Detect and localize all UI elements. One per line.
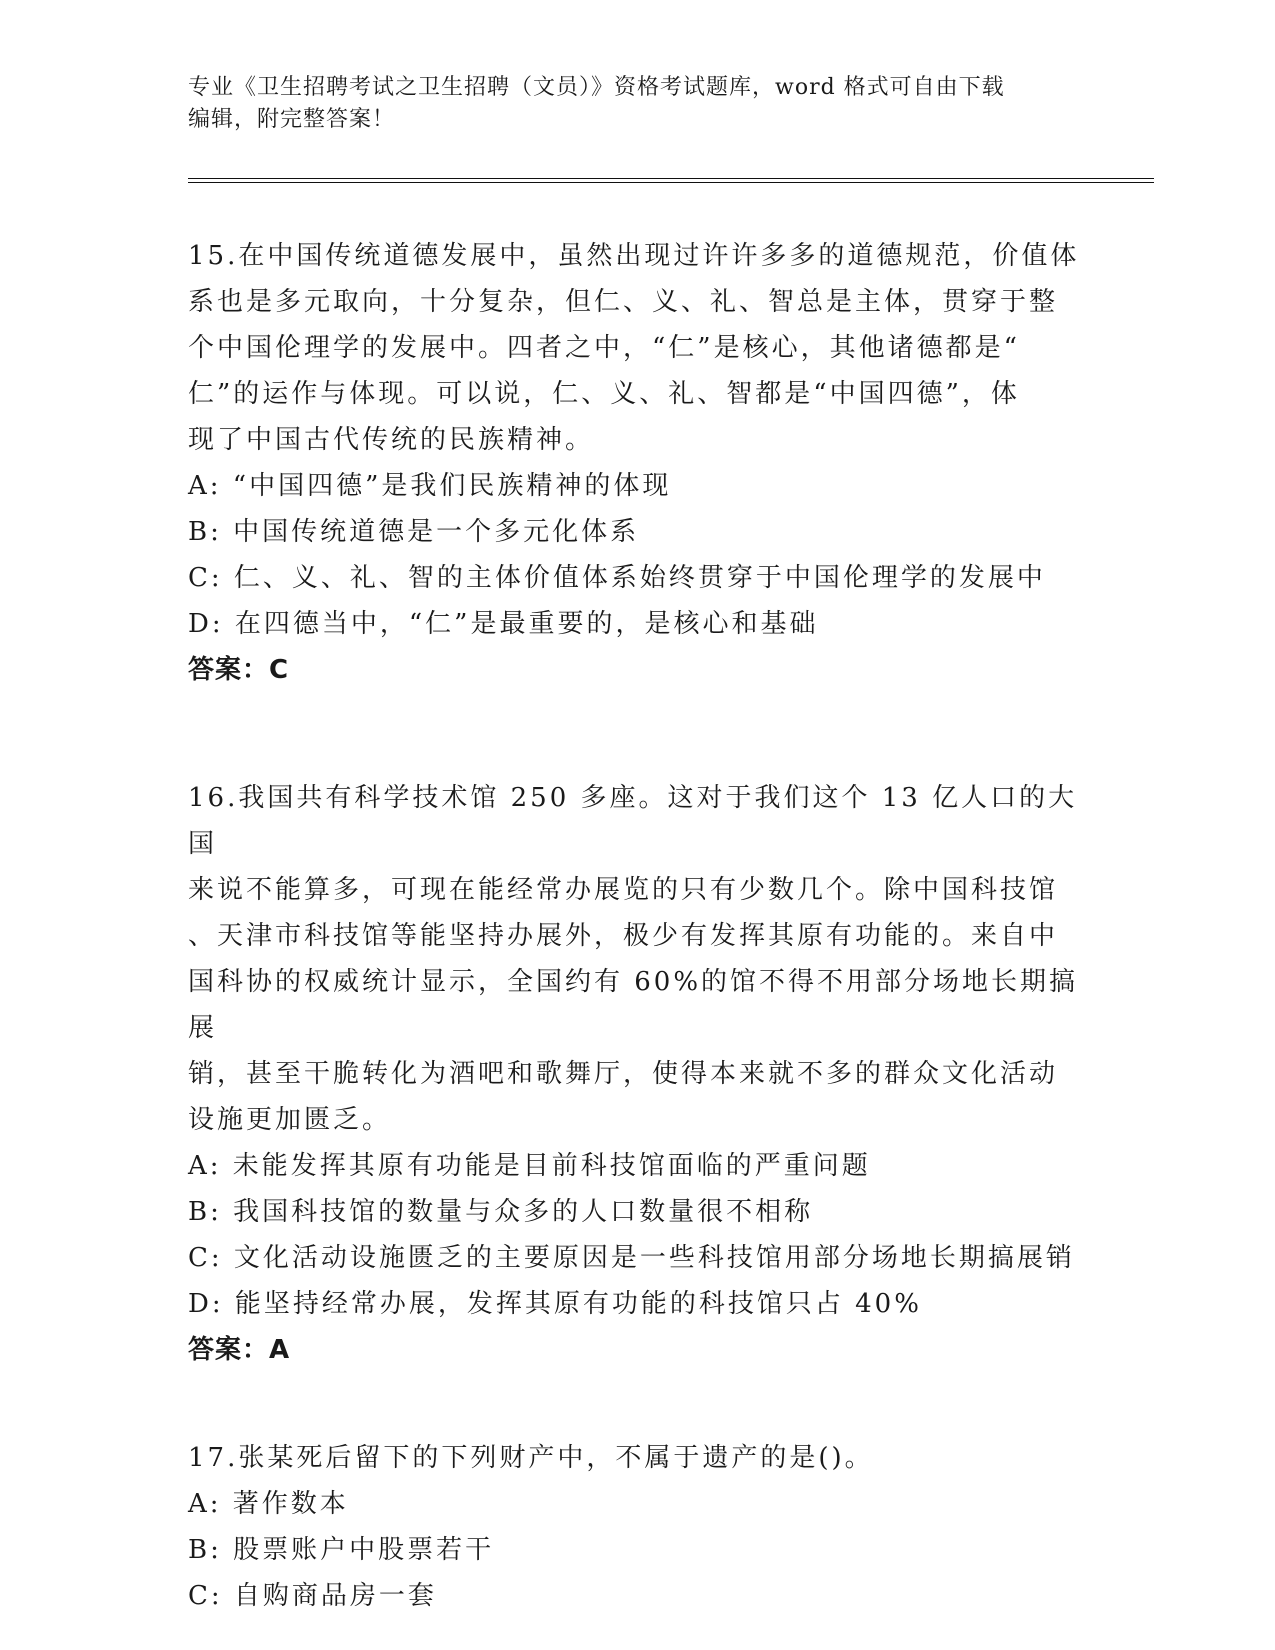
question-stem-line: 16.我国共有科学技术馆 250 多座。这对于我们这个 13 亿人口的大国 [188, 783, 1078, 859]
question-stem-line: 仁”的运作与体现。可以说，仁、义、礼、智都是“中国四德”，体 [188, 379, 1020, 409]
option-b: B: 中国传统道德是一个多元化体系 [188, 517, 640, 547]
option-c: C: 文化活动设施匮乏的主要原因是一些科技馆用部分场地长期搞展销 [188, 1243, 1075, 1273]
option-a: A: “中国四德”是我们民族精神的体现 [188, 471, 672, 501]
question-stem-line: 系也是多元取向，十分复杂，但仁、义、礼、智总是主体，贯穿于整 [188, 287, 1059, 317]
option-c: C: 仁、义、礼、智的主体价值体系始终贯穿于中国伦理学的发展中 [188, 563, 1046, 593]
question-stem-line: 、天津市科技馆等能坚持办展外，极少有发挥其原有功能的。来自中 [188, 921, 1059, 951]
question-stem-line: 设施更加匮乏。 [188, 1105, 392, 1135]
question-15 [188, 233, 1088, 693]
option-d: D: 能坚持经常办展，发挥其原有功能的科技馆只占 40% [188, 1289, 922, 1319]
question-17 [188, 1435, 1088, 1619]
answer-label: 答案：C [188, 655, 290, 685]
question-list [188, 233, 1088, 1619]
header-line-1: 专业《卫生招聘考试之卫生招聘（文员）》资格考试题库，word 格式可自由下载 [188, 75, 1005, 100]
question-stem-line: 来说不能算多，可现在能经常办展览的只有少数几个。除中国科技馆 [188, 875, 1059, 905]
document-header [188, 72, 1088, 136]
answer-label: 答案：A [188, 1335, 291, 1365]
option-d: D: 在四德当中，“仁”是最重要的，是核心和基础 [188, 609, 819, 639]
option-a: A: 著作数本 [188, 1489, 349, 1519]
question-stem-line: 销，甚至干脆转化为酒吧和歌舞厅，使得本来就不多的群众文化活动 [188, 1059, 1059, 1089]
question-stem-line: 15.在中国传统道德发展中，虽然出现过许许多多的道德规范，价值体 [188, 241, 1080, 271]
question-stem-line: 现了中国古代传统的民族精神。 [188, 425, 595, 455]
option-b: B: 股票账户中股票若干 [188, 1535, 495, 1565]
header-divider-top [188, 178, 1154, 179]
option-b: B: 我国科技馆的数量与众多的人口数量很不相称 [188, 1197, 814, 1227]
option-c: C: 自购商品房一套 [188, 1581, 437, 1611]
question-16 [188, 775, 1088, 1373]
option-a: A: 未能发挥其原有功能是目前科技馆面临的严重问题 [188, 1151, 871, 1181]
question-spacer [188, 1373, 1088, 1435]
question-stem-line: 17.张某死后留下的下列财产中，不属于遗产的是()。 [188, 1443, 874, 1473]
question-spacer [188, 693, 1088, 775]
question-stem-line: 个中国伦理学的发展中。四者之中，“仁”是核心，其他诸德都是“ [188, 333, 1020, 363]
header-line-2: 编辑，附完整答案！ [188, 107, 396, 132]
question-stem-line: 国科协的权威统计显示，全国约有 60%的馆不得不用部分场地长期搞展 [188, 967, 1079, 1043]
header-divider-bottom [188, 182, 1154, 183]
